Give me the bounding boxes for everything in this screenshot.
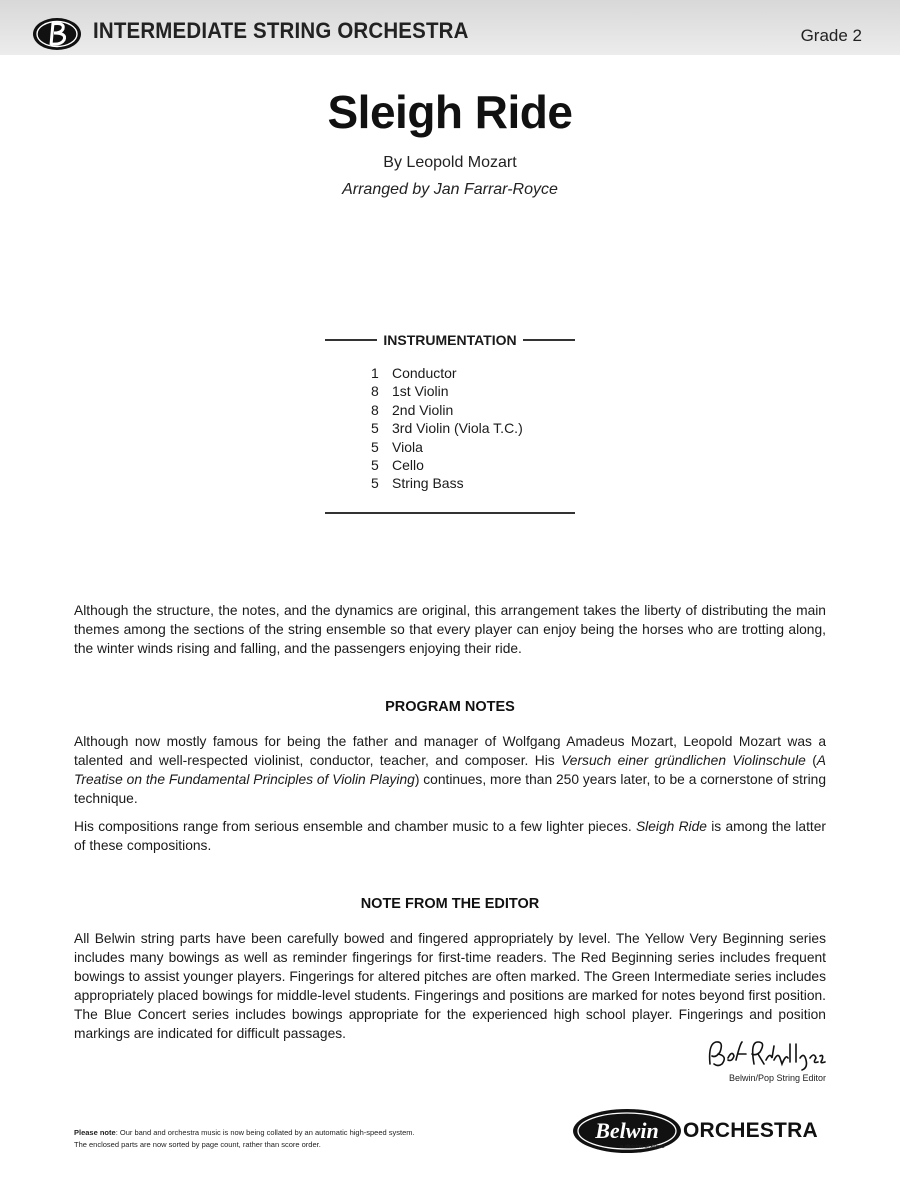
text-run: ) continues, more than 250 years later, to be a cornerstone of string technique. xyxy=(74,772,826,806)
heading-rule-right xyxy=(523,339,575,341)
part-name: 2nd Violin xyxy=(392,401,454,418)
heading-rule-left xyxy=(325,339,377,341)
part-count: 5 xyxy=(371,475,379,492)
text-run: ( xyxy=(805,753,817,768)
part-count: 5 xyxy=(371,420,379,437)
treatise-title: Versuch einer gründlichen Violinschule xyxy=(561,753,806,768)
piece-title: Sleigh Ride xyxy=(327,86,573,138)
list-item xyxy=(371,419,523,437)
part-name: 3rd Violin (Viola T.C.) xyxy=(392,420,523,437)
part-name: Cello xyxy=(392,456,424,473)
instrumentation-heading-label: INSTRUMENTATION xyxy=(383,332,517,348)
footnote-line-1: : Our band and orchestra music is now being collated by an automatic high-speed system. xyxy=(115,1128,415,1137)
list-item xyxy=(371,474,523,492)
composer-credit: By Leopold Mozart xyxy=(383,154,517,171)
text-run: is among the latter of these compositions. xyxy=(74,819,826,853)
footnote-label: Please note xyxy=(74,1128,116,1137)
belwin-logo-text: Belwin xyxy=(595,1118,659,1143)
grade-label: Grade 2 xyxy=(800,26,862,45)
part-count: 8 xyxy=(371,401,379,418)
list-item xyxy=(371,438,523,456)
editor-note-heading: NOTE FROM THE EDITOR xyxy=(360,896,540,912)
part-name: String Bass xyxy=(392,475,464,492)
list-item xyxy=(371,401,523,419)
editor-note-paragraph: All Belwin string parts have been carefully bowed and fingered appropriately by level. The Yellow Very Beginning series includes many bowings as well as reminder fingerings for first-time readers. The Red Beginning series includes frequent bowings to assist younger players. Fingerings for altered pitches are often marked. The Green Intermediate series includes appropriately placed bowings for middle-level students. Fingerings and positions are marked for notes beyond first position. The Blue Concert series includes bowings appropriate for the experienced high school player. Fingerings and position markings are indicated for difficult passages. xyxy=(74,931,826,1041)
part-name: 1st Violin xyxy=(392,383,449,400)
brand-orchestra-label: ORCHESTRA xyxy=(683,1119,818,1142)
footnote-line-2: The enclosed parts are now sorted by page count, rather than score order. xyxy=(74,1140,321,1149)
text-run: Although now mostly famous for being the father and manager of Wolfgang Amadeus Mozart, Leopold Mozart was a talented and well-respected violinist, conductor, teacher, and composer. His xyxy=(74,734,826,768)
instrumentation-divider xyxy=(325,512,575,514)
signature-caption: Belwin/Pop String Editor xyxy=(728,1073,826,1083)
intro-paragraph: Although the structure, the notes, and the dynamics are original, this arrangement takes the liberty of distributing the main themes among the sections of the string ensemble so that every player can enjoy being the horses who are trotting along, the winter winds rising and falling, and the passengers enjoying their ride. xyxy=(74,603,826,656)
list-item xyxy=(371,456,523,474)
list-item xyxy=(371,382,523,400)
instrumentation-list xyxy=(371,364,523,493)
treatise-translation: A Treatise on the Fundamental Principles of Violin Playing xyxy=(74,753,826,787)
part-count: 8 xyxy=(371,383,379,400)
part-count: 5 xyxy=(371,438,379,455)
series-header-band xyxy=(0,0,900,55)
series-title: INTERMEDIATE STRING ORCHESTRA xyxy=(93,18,469,43)
brand-sub-label: a division of Alfred xyxy=(620,1144,665,1150)
program-notes-paragraph-1 xyxy=(74,732,826,808)
part-count: 5 xyxy=(371,456,379,473)
arranger-credit: Arranged by Jan Farrar-Royce xyxy=(342,181,558,198)
editor-signature xyxy=(706,1034,828,1074)
text-run: His compositions range from serious ensemble and chamber music to a few lighter pieces. xyxy=(74,819,636,834)
list-item xyxy=(371,364,523,382)
part-count: 1 xyxy=(371,365,379,381)
collation-footnote xyxy=(74,1127,415,1151)
part-name: Conductor xyxy=(392,365,457,381)
part-name: Viola xyxy=(392,438,423,455)
program-notes-paragraph-2 xyxy=(74,817,826,855)
instrumentation-heading xyxy=(325,330,575,350)
belwin-b-logo-icon xyxy=(32,14,82,54)
piece-title-inline: Sleigh Ride xyxy=(635,819,707,834)
program-notes-heading: PROGRAM NOTES xyxy=(385,699,515,715)
